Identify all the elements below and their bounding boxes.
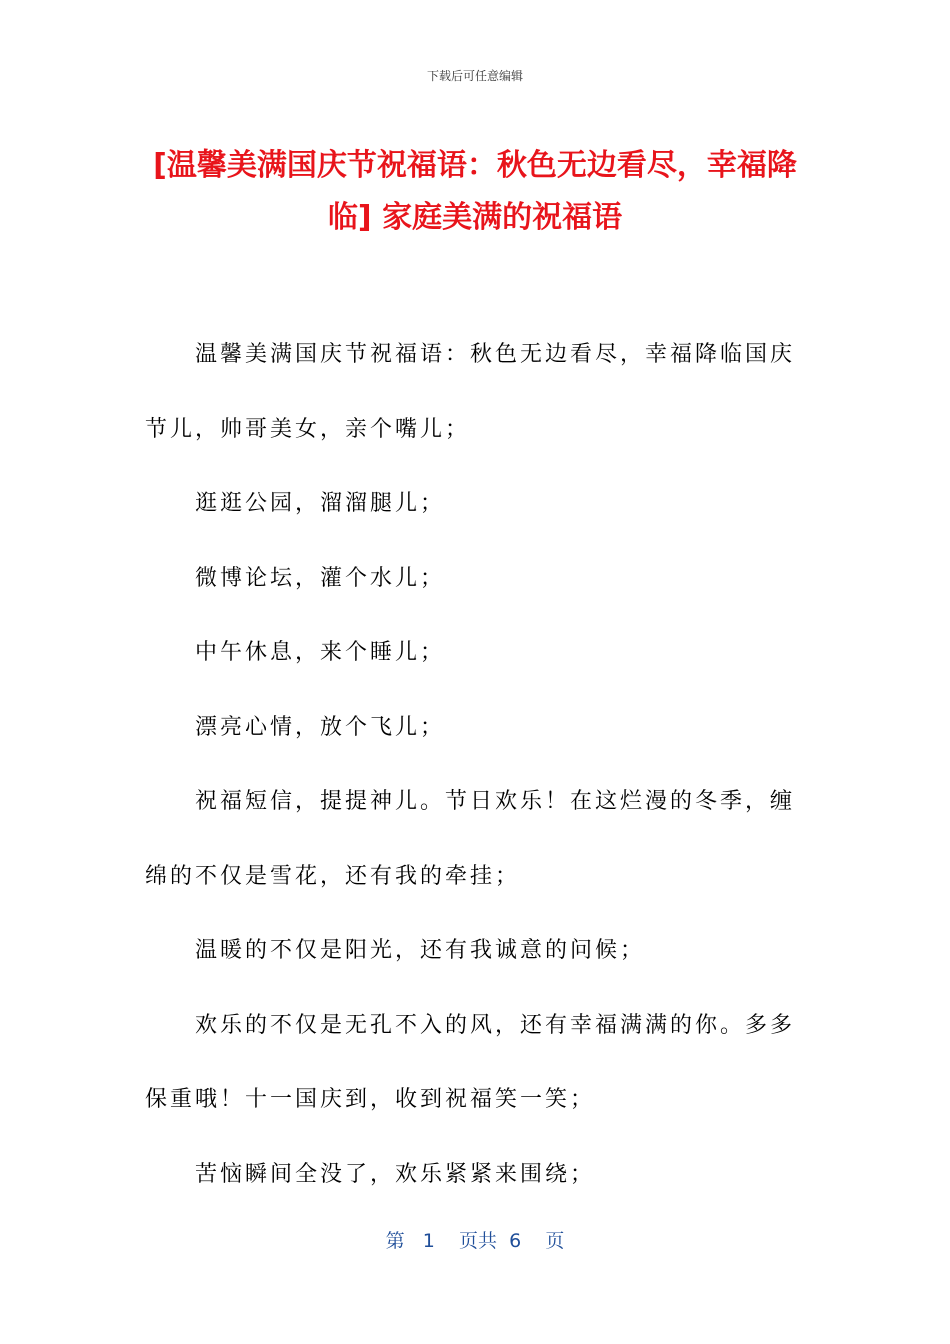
footer-suffix: 页 [545,1230,565,1252]
paragraph: 温馨美满国庆节祝福语：秋色无边看尽，幸福降临国庆节儿，帅哥美女，亲个嘴儿； [145,342,796,442]
document-title: [温馨美满国庆节祝福语：秋色无边看尽，幸福降临] 家庭美满的祝福语 [153,148,797,235]
document-body [145,318,795,1212]
paragraph: 中午休息，来个睡儿； [195,640,446,665]
paragraph: 逛逛公园，溜溜腿儿； [195,491,446,516]
paragraph: 祝福短信，提提神儿。节日欢乐！在这烂漫的冬季，缠绵的不仅是雪花，还有我的牵挂； [145,789,796,889]
current-page-number: 1 [422,1230,435,1252]
paragraph: 苦恼瞬间全没了，欢乐紧紧来围绕； [195,1161,596,1187]
page-footer [0,1226,950,1253]
paragraph: 欢乐的不仅是无孔不入的风，还有幸福满满的你。多多保重哦！十一国庆到，收到祝福笑一笑； [145,1012,796,1112]
paragraph: 微博论坛，灌个水儿； [195,565,446,591]
header-note: 下载后可任意编辑 [426,69,523,83]
paragraph: 漂亮心情，放个飞儿； [195,714,446,740]
footer-prefix: 第 [385,1230,405,1252]
paragraph: 温暖的不仅是阳光，还有我诚意的问候； [195,938,646,963]
footer-middle: 页共 [459,1230,498,1252]
total-pages-number: 6 [509,1230,522,1252]
